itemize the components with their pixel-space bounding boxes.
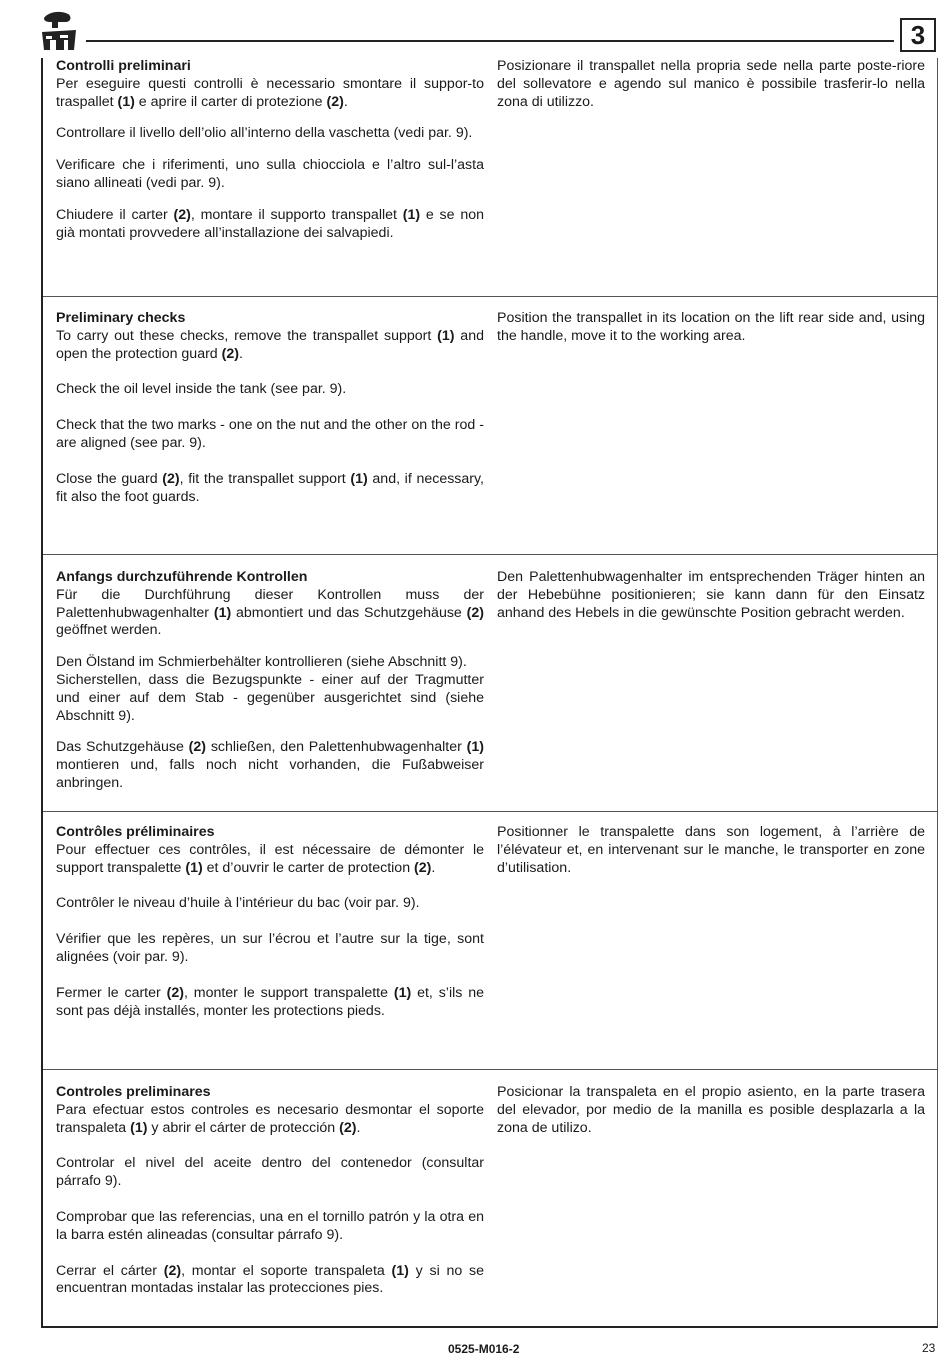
section-right-column [497,824,925,877]
paragraph: Posicionar la transpaleta en el propio asiento, en la parte trasera del elevador, por medio de la manilla es posible desplazarla a la zona de utilizo. [497,1084,925,1136]
reference-number: (1) [185,859,203,876]
section-spanish [43,1069,937,1326]
paragraph: Posizionare il transpallet nella propria sede nella parte poste-riore del sollevatore e agendo sul manico è possibile trasferir-lo nella zona di utilizzo. [497,58,925,110]
paragraph: Controlar el nivel del aceite dentro del contenedor (consultar párrafo 9). [56,1155,484,1190]
section-title: Controlli preliminari [56,58,191,74]
reference-number: (1) [437,327,455,344]
reference-number: (1) [130,1119,148,1136]
paragraph: Check that the two marks - one on the nut and the other on the rod - are aligned (see par. 9). [56,417,484,451]
paragraph: Vérifier que les repères, un sur l’écrou et l’autre sur la tige, sont alignées (voir par. 9). [56,931,484,965]
paragraph: Position the transpallet in its location on the lift rear side and, using the handle, move it to the working area. [497,310,925,344]
section-right-column [497,1084,925,1137]
reference-number: (1) [402,206,421,223]
paragraph: Per eseguire questi controlli è necessario smontare il suppor-to traspallet (1) e aprire il carter di protezione (2). [56,75,484,110]
reference-number: (1) [391,1262,409,1279]
reference-number: (2) [339,1119,357,1136]
section-left-column [56,824,484,1020]
reference-number: (2) [221,345,239,362]
section-left-column [56,58,484,242]
paragraph: To carry out these checks, remove the transpallet support (1) and open the protection guard (2). [56,327,484,362]
reference-number: (2) [163,1262,182,1279]
paragraph: Close the guard (2), fit the transpallet support (1) and, if necessary, fit also the foot guards. [56,470,484,505]
reference-number: (2) [173,206,191,223]
reference-number: (2) [414,859,432,876]
section-english [43,296,937,554]
section-french [43,811,937,1069]
paragraph: Pour effectuer ces contrôles, il est nécessaire de démonter le support transpalette (1) et d’ouvrir le carter de protection (2). [56,841,484,876]
section-left-column [56,1084,484,1298]
reference-number: (2) [326,93,344,110]
paragraph: Verificare che i riferimenti, uno sulla chiocciola e l’altro sul-l’asta siano allineati (vedi par. 9). [56,157,484,191]
reference-number: (1) [466,739,484,756]
chapter-number: 3 [900,18,936,52]
paragraph: Den Palettenhubwagenhalter im entsprechenden Träger hinten an der Hebebühne positionieren; sie kann dann für den Einsatz anhand des Hebels in die gewünschte Position gebracht werden. [497,569,925,621]
paragraph: Für die Durchführung dieser Kontrollen muss der Palettenhubwagenhalter (1) abmontiert und das Schutzgehäuse (2) geöffnet werden. [56,586,484,639]
reference-number: (1) [213,604,232,621]
section-left-column [56,310,484,506]
paragraph: Cerrar el cárter (2), montar el soporte transpaleta (1) y si no se encuentran montadas instalar las protecciones pies. [56,1262,484,1297]
section-title: Contrôles préliminaires [56,824,215,840]
reference-number: (1) [393,984,412,1001]
paragraph: Sicherstellen, dass die Bezugspunkte - einer auf der Tragmutter und einer auf dem Stab - gegenüber ausgerichtet sind (siehe Abschnitt 9). [56,671,484,724]
section-left-column [56,569,484,793]
paragraph: Contrôler le niveau d’huile à l’intérieur du bac (voir par. 9). [56,895,420,912]
page-number: 23 [922,1341,936,1355]
paragraph: Para efectuar estos controles es necesario desmontar el soporte transpaleta (1) y abrir el cárter de protección (2). [56,1101,484,1136]
section-title: Controles preliminares [56,1084,211,1100]
section-german [43,554,937,811]
paragraph: Controllare il livello dell’olio all’interno della vaschetta (vedi par. 9). [56,125,473,142]
manufacturer-logo-icon [38,10,80,56]
reference-number: (2) [162,470,180,487]
reference-number: (1) [117,93,135,110]
section-right-column [497,310,925,346]
paragraph: Comprobar que las referencias, una en el tornillo patrón y la otra en la barra estén alineadas (consultar párrafo 9). [56,1208,484,1243]
paragraph: Positionner le transpalette dans son logement, à l’arrière de l’élévateur et, en intervenant sur le manche, le transporter en zone d’utilisation. [497,824,925,876]
paragraph: Chiudere il carter (2), montare il supporto transpallet (1) e se non già montati provvedere all’installazione dei salvapiedi. [56,206,484,241]
reference-number: (2) [188,739,207,756]
content-frame [41,58,938,1328]
section-right-column [497,58,925,111]
reference-number: (2) [466,604,484,621]
paragraph: Das Schutzgehäuse (2) schließen, den Palettenhubwagenhalter (1) montieren und, falls noch nicht vorhanden, die Fußabweiser anbringen. [56,739,484,791]
paragraph: Fermer le carter (2), monter le support transpalette (1) et, s’ils ne sont pas déjà installés, monter les protections pieds. [56,984,484,1019]
paragraph: Den Ölstand im Schmierbehälter kontrollieren (siehe Abschnitt 9). [56,654,467,671]
header-rule [86,40,894,42]
section-title: Preliminary checks [56,310,186,326]
paragraph: Check the oil level inside the tank (see par. 9). [56,381,347,398]
reference-number: (1) [350,470,368,487]
section-italian [43,58,937,296]
document-code: 0525-M016-2 [448,1342,520,1356]
section-title: Anfangs durchzuführende Kontrollen [56,569,308,585]
reference-number: (2) [166,984,184,1001]
section-right-column [497,569,925,622]
